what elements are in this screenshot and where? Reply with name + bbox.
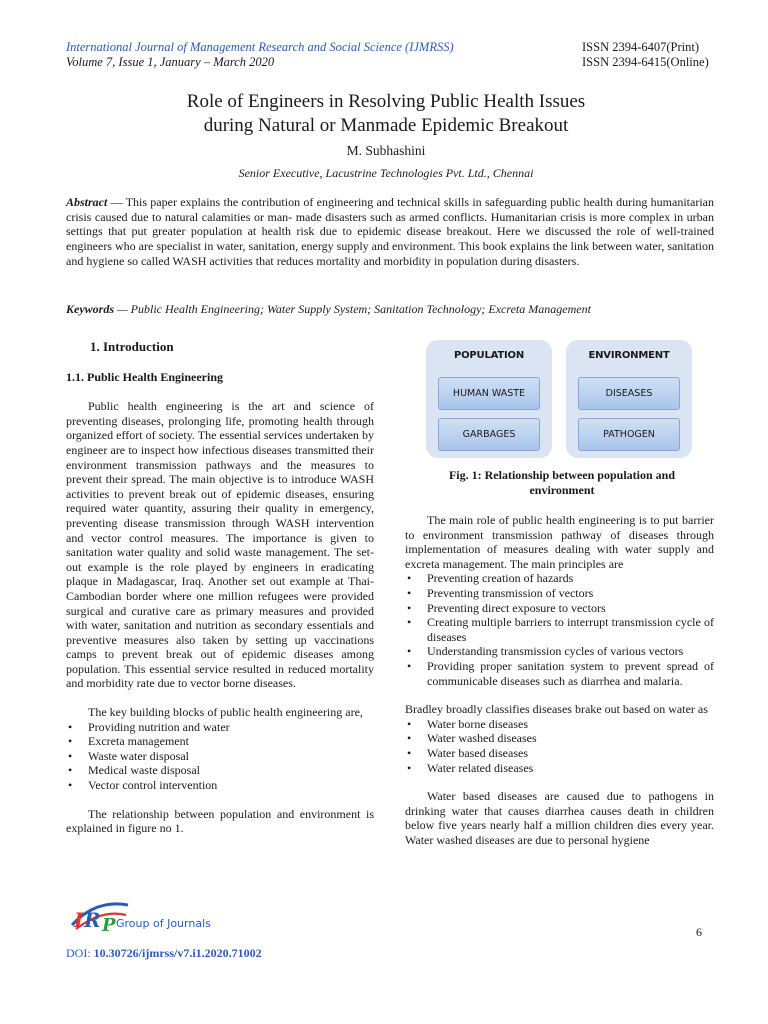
- population-panel: [426, 340, 552, 458]
- list-item: • Preventing creation of hazards: [405, 571, 714, 586]
- doi-link[interactable]: 10.30726/ijmrss/v7.i1.2020.71002: [93, 946, 262, 960]
- section-heading: 1. Introduction: [90, 339, 174, 354]
- abstract-label: Abstract: [66, 195, 108, 209]
- keywords-separator: —: [114, 302, 131, 316]
- list-item: • Providing nutrition and water: [66, 720, 374, 735]
- keywords: [66, 302, 714, 317]
- environment-heading: ENVIRONMENT: [588, 350, 670, 361]
- keywords-text: Public Health Engineering; Water Supply System; Sanitation Technology; Excreta Management: [130, 302, 591, 316]
- author-affiliation: Senior Executive, Lacustrine Technologies Pvt. Ltd., Chennai: [238, 166, 534, 180]
- issn-online: ISSN 2394-6415(Online): [582, 55, 709, 69]
- abstract-separator: —: [107, 195, 126, 209]
- paper-title: [66, 90, 706, 138]
- figure-caption: [418, 468, 706, 497]
- paragraph: Water based diseases are caused due to pathogens in drinking water that causes diarrhea causes death in children below five years nearly half a million children dies every year. Water washed diseases are due to personal hygiene: [405, 789, 714, 847]
- logo-text: Group of Journals: [116, 917, 211, 930]
- bullet-list: [405, 717, 714, 775]
- pathogen-box: PATHOGEN: [578, 418, 680, 451]
- list-item: • Preventing direct exposure to vectors: [405, 601, 714, 616]
- svg-text:R: R: [84, 908, 101, 932]
- paragraph: The relationship between population and environment is explained in figure no 1.: [66, 806, 374, 836]
- subsection-heading: 1.1. Public Health Engineering: [66, 369, 224, 384]
- list-item: • Vector control intervention: [66, 778, 374, 793]
- diseases-box: DISEASES: [578, 377, 680, 410]
- list-item: • Water washed diseases: [405, 731, 714, 746]
- garbages-box: GARBAGES: [438, 418, 540, 451]
- title-line-1: Role of Engineers in Resolving Public Health Issues: [186, 91, 586, 112]
- human-waste-box: HUMAN WASTE: [438, 377, 540, 410]
- issn-print: ISSN 2394-6407(Print): [582, 40, 700, 54]
- list-item: • Preventing transmission of vectors: [405, 586, 714, 601]
- paragraph: The key building blocks of public health engineering are,: [88, 705, 363, 720]
- journal-name: International Journal of Management Research and Social Science (IJMRSS): [66, 40, 454, 54]
- paragraph: The main role of public health engineering is to put barrier to environment transmission pathway of diseases through implementation of measures dealing with water supply and excreta management. The main principles are: [405, 513, 714, 571]
- paragraph: Public health engineering is the art and science of preventing diseases, prolonging life, promoting health through organized effort of society. The essential services undertaken by engineer are to inspect how infectious diseases transmitted their environment transmission pathways and the measures to prevent their spread. The main objective is to introduce WASH activities to prevent break out of epidemic diseases, ensuring required water quantity, assuring their quality in emergency, preventing disease transmission through WASH intervention and vector control measures. The importance is given to sanitation water quality and solid waste management. The set-out example is the role played by engineers in eradicating plaque in Madagascar, Iraq. Another set out example at Thai-Cambodian border where one million refugees were provided surgical and curative care as primary measures and provided with water, sanitation and nutrition as secondary essentials and preventive measures also taken by setting up vaccinations camps to prevent break out of epidemic diseases among population. This essential service resulted in reduced mortality and morbidity rate due to vector borne diseases.: [66, 399, 374, 691]
- paragraph: Bradley broadly classifies diseases brake out based on water as: [405, 702, 708, 717]
- left-column: [66, 340, 374, 836]
- doi-label: DOI:: [66, 946, 94, 960]
- list-item: • Providing proper sanitation system to prevent spread of communicable diseases such as diarrhea and malaria.: [405, 659, 714, 688]
- list-item: • Excreta management: [66, 734, 374, 749]
- bullet-list: [405, 571, 714, 688]
- caption-line-1: Fig. 1: Relationship between population and: [448, 468, 676, 482]
- abstract-text: This paper explains the contribution of engineering and technical skills in safeguarding public health during humanitarian crisis caused due to natural calamities or man- made disasters such as armed conflicts. Humanitarian crisis is more complex in urban settings that put greater population at health risk due to epidemic disease breakout. Here we discussed the role of well-trained engineers who are specialist in water, sanitation, energy supply and environment. This book explains the link between water, sanitation and hygiene so called WASH activities that reduces mortality and morbidity in population during disasters.: [66, 195, 714, 268]
- right-column: [405, 513, 714, 847]
- figure-1-diagram: [426, 340, 694, 458]
- list-item: • Water borne diseases: [405, 717, 714, 732]
- bullet-list: [66, 720, 374, 793]
- list-item: • Waste water disposal: [66, 749, 374, 764]
- keywords-label: Keywords: [66, 302, 114, 316]
- svg-text:I: I: [74, 908, 84, 932]
- caption-line-2: environment: [529, 482, 595, 497]
- list-item: • Medical waste disposal: [66, 763, 374, 778]
- author-name: M. Subhashini: [346, 143, 426, 158]
- list-item: • Understanding transmission cycles of various vectors: [405, 644, 714, 659]
- population-heading: POPULATION: [453, 350, 525, 361]
- list-item: • Water based diseases: [405, 746, 714, 761]
- environment-panel: [566, 340, 692, 458]
- title-line-2: during Natural or Manmade Epidemic Breakout: [203, 115, 569, 136]
- list-item: • Water related diseases: [405, 761, 714, 776]
- volume-issue: Volume 7, Issue 1, January – March 2020: [66, 55, 275, 69]
- doi: [66, 946, 262, 961]
- svg-text:P: P: [102, 915, 116, 935]
- abstract: [66, 195, 714, 269]
- running-header-left: [66, 40, 454, 70]
- page-number: 6: [696, 925, 702, 939]
- running-header-right: [582, 40, 709, 70]
- list-item: • Creating multiple barriers to interrupt transmission cycle of diseases: [405, 615, 714, 644]
